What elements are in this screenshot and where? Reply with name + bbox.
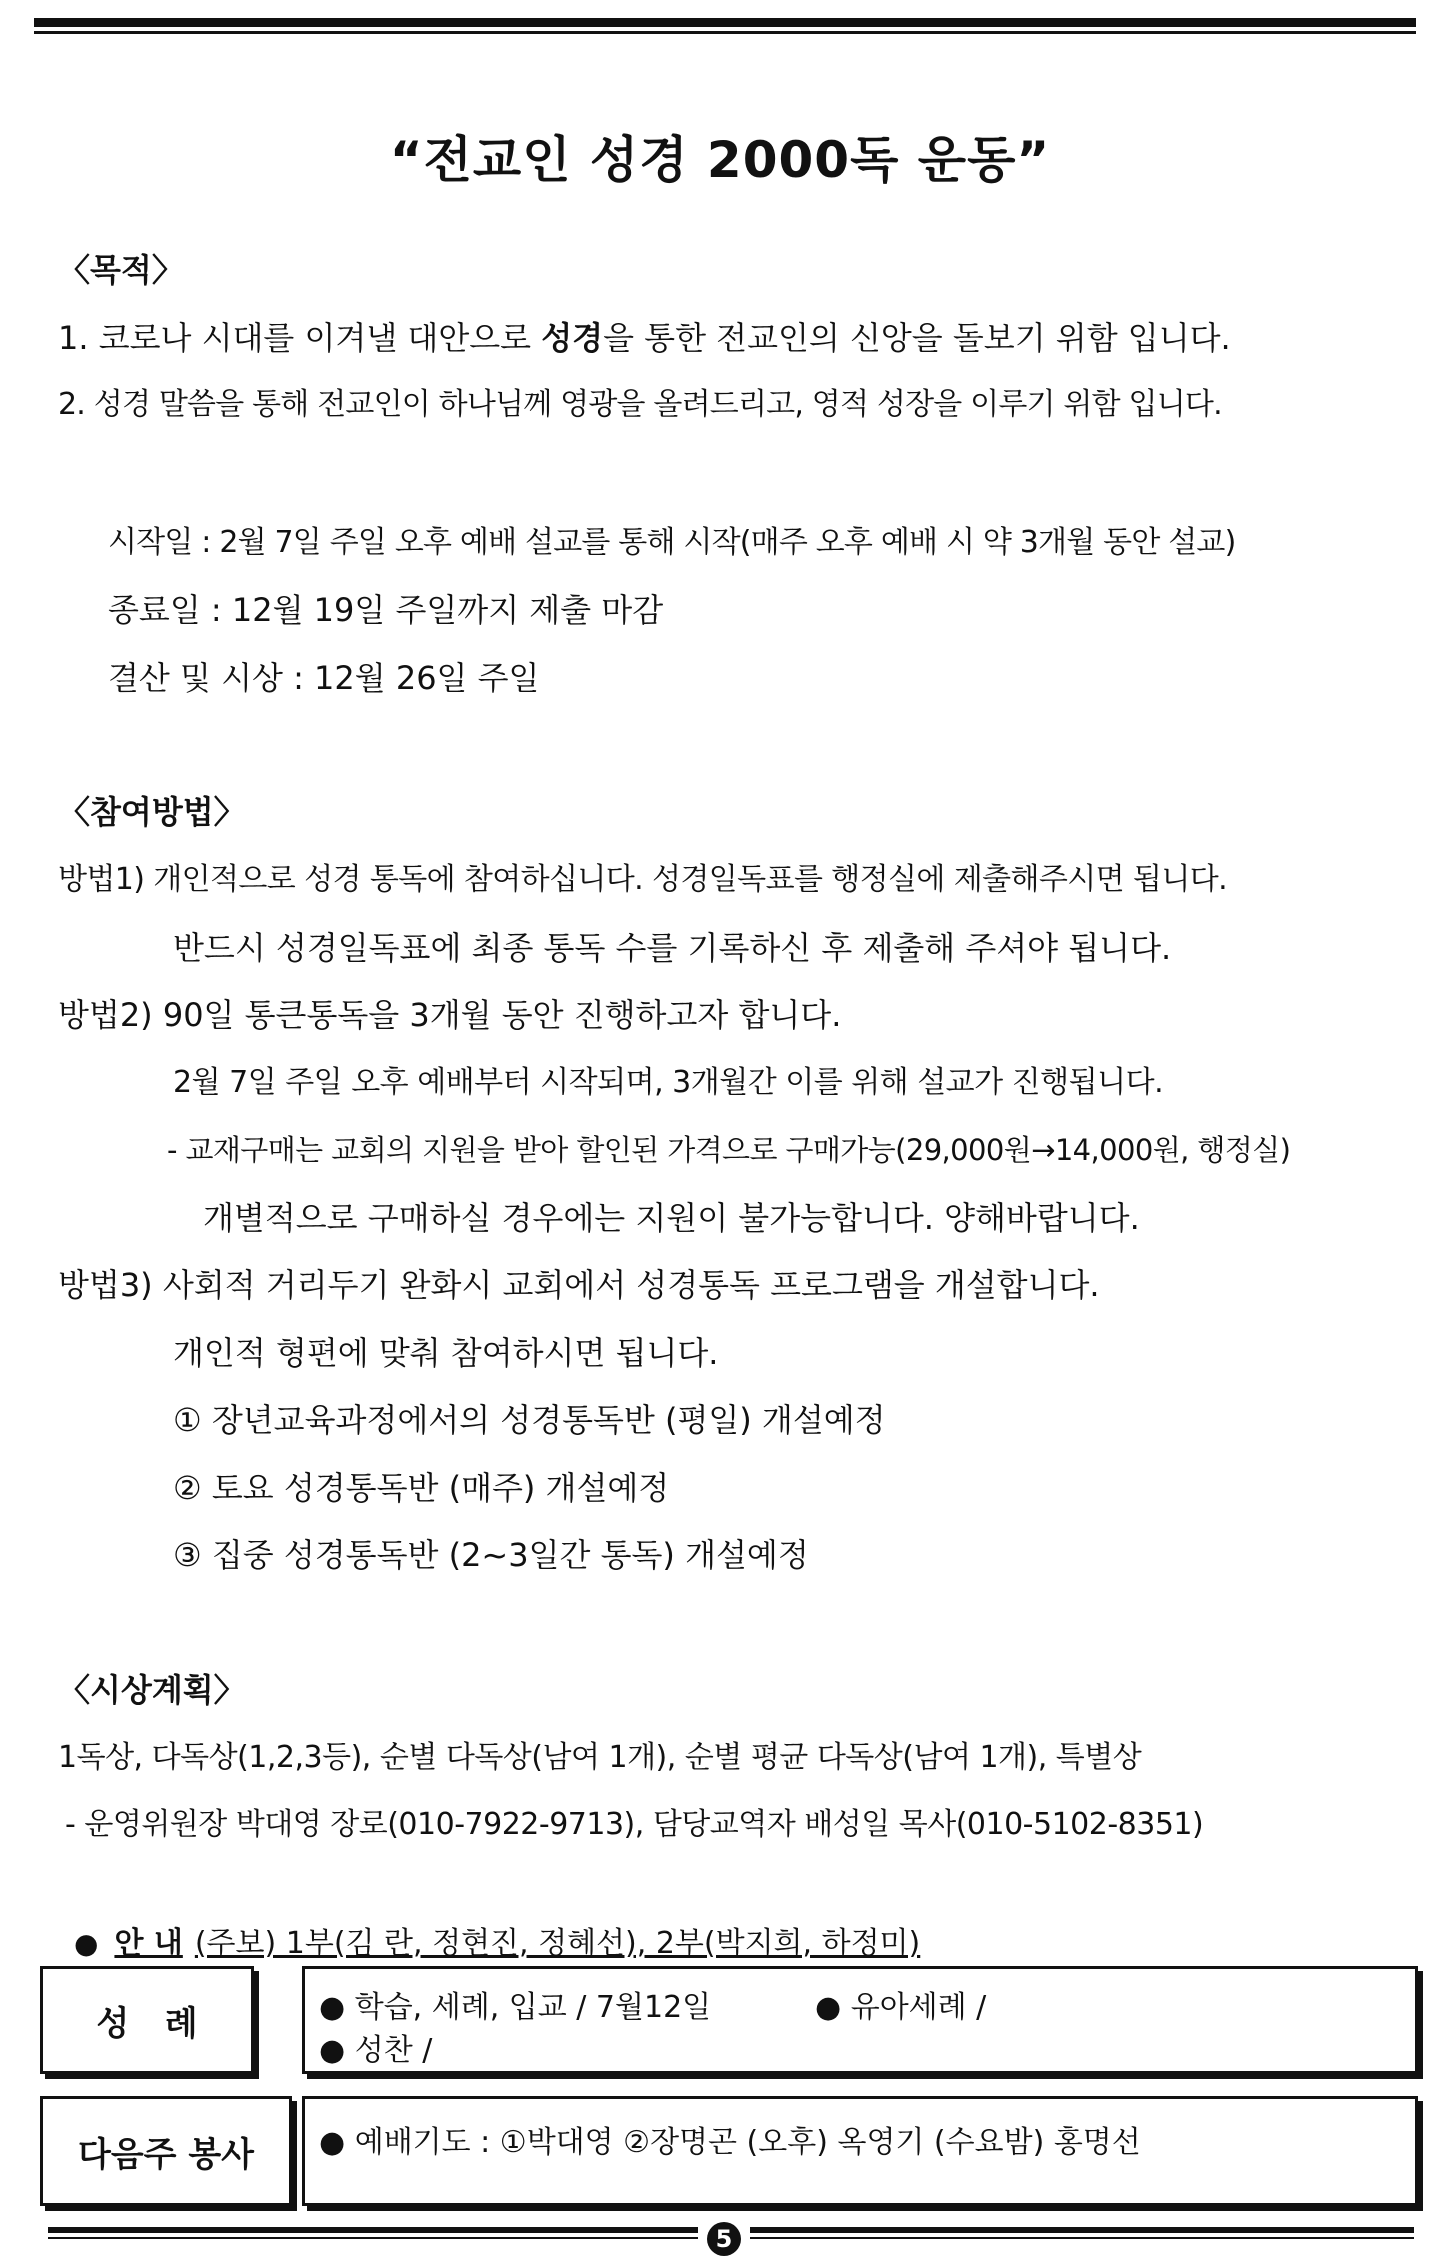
next-service-content-box xyxy=(302,2096,1418,2206)
purpose-item-1-bold: 성경 xyxy=(541,319,604,357)
notice-text: (주보) 1부(김 란, 정현진, 정혜선), 2부(박지희, 하정미) xyxy=(194,1926,921,1961)
purpose-item-2: 2. 성경 말씀을 통해 전교인이 하나님께 영광을 올려드리고, 영적 성장을 이루기 위함 입니다. xyxy=(58,387,1222,422)
page-title: “전교인 성경 2000독 운동” xyxy=(389,131,1051,189)
method-1: 방법1) 개인적으로 성경 통독에 참여하십니다. 성경일독표를 행정실에 제출해주시면 됩니다. xyxy=(58,862,1228,897)
sacrament-content-box xyxy=(302,1966,1418,2074)
sacrament-line-1b: ● 유아세례 / xyxy=(815,1990,987,2025)
notice-label: 안 내 xyxy=(114,1926,183,1961)
method-3-item-2: ② 토요 성경통독반 (매주) 개설예정 xyxy=(173,1469,670,1507)
purpose-heading: 〈목적〉 xyxy=(58,251,184,289)
method-heading: 〈참여방법〉 xyxy=(58,793,246,831)
method-2: 방법2) 90일 통큰통독을 3개월 동안 진행하고자 합니다. xyxy=(58,996,842,1034)
top-rule-thick xyxy=(34,18,1416,27)
awards-line-2: - 운영위원장 박대영 장로(010-7922-9713), 담당교역자 배성일 목사(010-5102-8351) xyxy=(65,1807,1204,1842)
purpose-item-1 xyxy=(58,318,1231,358)
bottom-rule-right-thin xyxy=(750,2237,1414,2239)
sacrament-label-box xyxy=(40,1966,254,2074)
awards-line-1: 1독상, 다독상(1,2,3등), 순별 다독상(남여 1개), 순별 평균 다독상(남여 1개), 특별상 xyxy=(58,1740,1142,1775)
method-3-sub: 개인적 형편에 맞춰 참여하시면 됩니다. xyxy=(173,1334,719,1372)
schedule-award: 결산 및 시상 : 12월 26일 주일 xyxy=(108,659,540,697)
bottom-rule-left-thick xyxy=(48,2227,698,2233)
schedule-end: 종료일 : 12월 19일 주일까지 제출 마감 xyxy=(108,591,664,629)
awards-heading: 〈시상계획〉 xyxy=(58,1671,246,1709)
method-3-item-1: ① 장년교육과정에서의 성경통독반 (평일) 개설예정 xyxy=(173,1401,886,1439)
bottom-rule-left-thin xyxy=(48,2237,698,2239)
method-1-sub: 반드시 성경일독표에 최종 통독 수를 기록하신 후 제출해 주셔야 됩니다. xyxy=(173,929,1172,967)
page-number: 5 xyxy=(707,2222,741,2256)
purpose-item-1-post: 을 통한 전교인의 신앙을 돌보기 위함 입니다. xyxy=(603,319,1231,357)
purpose-item-1-pre: 1. 코로나 시대를 이겨낼 대안으로 xyxy=(58,319,542,357)
method-3: 방법3) 사회적 거리두기 완화시 교회에서 성경통독 프로그램을 개설합니다. xyxy=(58,1266,1100,1304)
notice-line xyxy=(74,1918,920,1962)
method-2-sub-2: - 교재구매는 교회의 지원을 받아 할인된 가격으로 구매가능(29,000원→14,000원, 행정실) xyxy=(167,1133,1291,1167)
next-service-text: ● 예배기도 : ①박대영 ②장명곤 (오후) 옥영기 (수요밤) 홍명선 xyxy=(319,2125,1141,2160)
schedule-start: 시작일 : 2월 7일 주일 오후 예배 설교를 통해 시작(매주 오후 예배 시 약 3개월 동안 설교) xyxy=(108,525,1236,560)
method-2-sub-3: 개별적으로 구매하실 경우에는 지원이 불가능합니다. 양해바랍니다. xyxy=(203,1199,1140,1237)
sacrament-label: 성 례 xyxy=(96,2003,198,2044)
notice-bullet: ● xyxy=(74,1927,99,1960)
top-rule-thin xyxy=(34,31,1416,34)
sacrament-line-2: ● 성찬 / xyxy=(319,2033,433,2068)
method-2-sub-1: 2월 7일 주일 오후 예배부터 시작되며, 3개월간 이를 위해 설교가 진행됩니다. xyxy=(173,1065,1164,1100)
next-service-label-box xyxy=(40,2096,292,2206)
sacrament-line-1a: ● 학습, 세례, 입교 / 7월12일 xyxy=(319,1990,712,2025)
method-3-item-3: ③ 집중 성경통독반 (2~3일간 통독) 개설예정 xyxy=(173,1536,809,1574)
next-service-label: 다음주 봉사 xyxy=(77,2134,255,2175)
bottom-rule-right-thick xyxy=(750,2227,1414,2233)
